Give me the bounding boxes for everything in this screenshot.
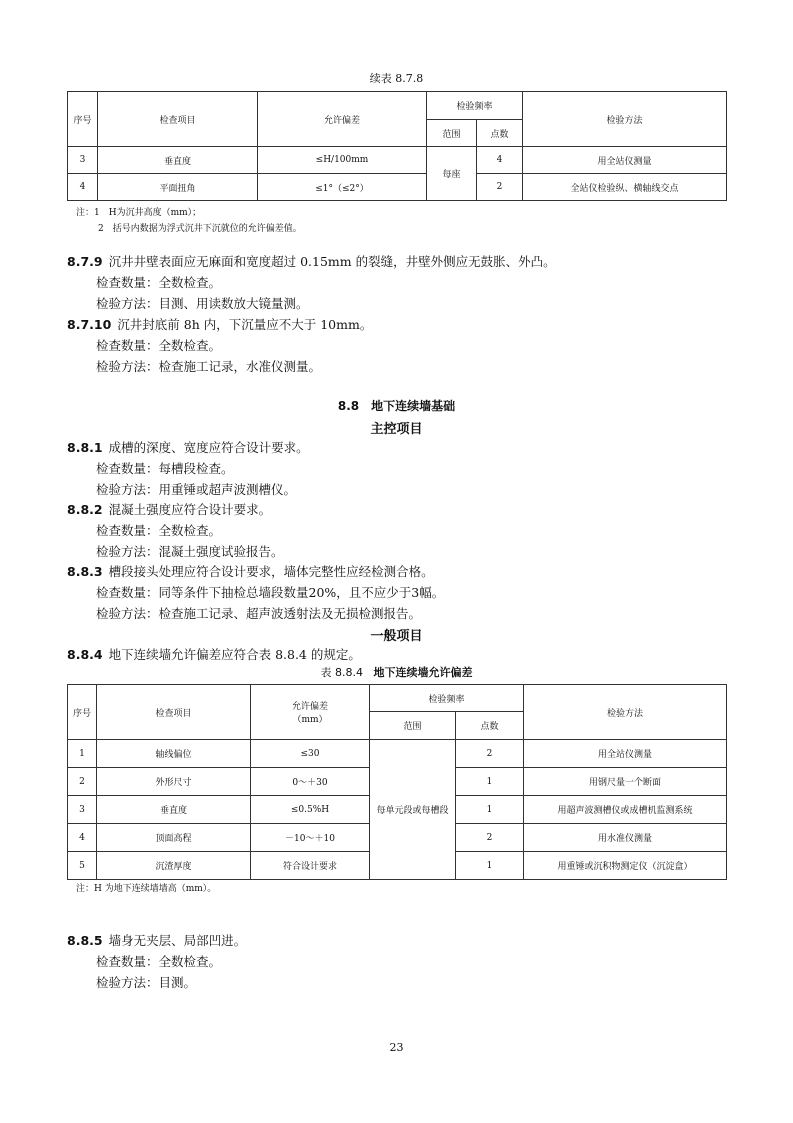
general-items-heading: 一般项目 bbox=[370, 629, 423, 644]
page-number: 23 bbox=[389, 1041, 404, 1054]
main-items-heading: 主控项目 bbox=[370, 422, 423, 437]
cell-method: 用超声波测槽仪或成槽机监测系统 bbox=[524, 796, 727, 824]
cell-points: 1 bbox=[456, 768, 524, 796]
table-8-7-8 bbox=[67, 91, 727, 201]
header-range: 范围 bbox=[370, 712, 456, 740]
cell-tolerance: 0～＋30 bbox=[251, 768, 370, 796]
table-8-8-4 bbox=[67, 684, 727, 880]
clause-text: 槽段接头处理应符合设计要求，墙体完整性应经检测合格。 bbox=[108, 564, 434, 579]
check-method: 检验方法：检查施工记录，水准仪测量。 bbox=[96, 359, 322, 374]
clause-number: 8.8.5 bbox=[67, 933, 103, 948]
cell-seq: 2 bbox=[68, 768, 97, 796]
check-method: 检验方法：检查施工记录、超声波透射法及无损检测报告。 bbox=[96, 606, 422, 621]
cell-method: 用钢尺量一个断面 bbox=[524, 768, 727, 796]
header-tolerance-unit: （mm） bbox=[292, 715, 328, 725]
cell-tolerance: ≤0.5%H bbox=[251, 796, 370, 824]
check-quantity: 检查数量：全数检查。 bbox=[96, 523, 222, 538]
cell-seq: 1 bbox=[68, 740, 97, 768]
cell-method: 用重锤或沉积物测定仪（沉淀盒） bbox=[524, 852, 727, 880]
cell-method: 用全站仪测量 bbox=[524, 740, 727, 768]
check-method: 检验方法：混凝土强度试验报告。 bbox=[96, 544, 284, 559]
table-row bbox=[68, 147, 727, 174]
clause-8-7-9 bbox=[67, 251, 556, 272]
header-method: 检验方法 bbox=[523, 92, 727, 147]
check-quantity: 检查数量：全数检查。 bbox=[96, 275, 222, 290]
clause-text: 地下连续墙允许偏差应符合表 8.8.4 的规定。 bbox=[108, 647, 361, 662]
header-freq: 检验频率 bbox=[370, 685, 524, 712]
cell-method: 用全站仪测量 bbox=[523, 147, 727, 174]
cell-item: 平面扭角 bbox=[98, 174, 258, 201]
header-item: 检查项目 bbox=[98, 92, 258, 147]
cell-range: 每座 bbox=[427, 147, 477, 201]
clause-8-7-10 bbox=[67, 314, 372, 335]
cell-seq: 4 bbox=[68, 824, 97, 852]
cell-tolerance: 符合设计要求 bbox=[251, 852, 370, 880]
cell-seq: 5 bbox=[68, 852, 97, 880]
table2-caption bbox=[0, 664, 793, 680]
cell-points: 2 bbox=[477, 174, 523, 201]
header-seq: 序号 bbox=[68, 685, 97, 740]
clause-8-8-2 bbox=[67, 499, 271, 520]
check-quantity: 检查数量：全数检查。 bbox=[96, 954, 222, 969]
clause-8-8-5 bbox=[67, 930, 246, 951]
clause-number: 8.7.10 bbox=[67, 317, 112, 332]
cell-method: 全站仪检验纵、横轴线交点 bbox=[523, 174, 727, 201]
clause-8-8-3 bbox=[67, 561, 434, 582]
header-tolerance: 允许偏差 bbox=[258, 92, 427, 147]
clause-number: 8.8.2 bbox=[67, 502, 103, 517]
cell-method: 用水准仪测量 bbox=[524, 824, 727, 852]
clause-number: 8.8.4 bbox=[67, 647, 103, 662]
clause-8-8-1 bbox=[67, 437, 309, 458]
header-method: 检验方法 bbox=[524, 685, 727, 740]
header-seq: 序号 bbox=[68, 92, 98, 147]
cell-item: 垂直度 bbox=[98, 147, 258, 174]
header-freq: 检验频率 bbox=[427, 92, 523, 120]
header-range: 范围 bbox=[427, 120, 477, 147]
table1-note-1: 注：1 H为沉井高度（mm）； bbox=[76, 208, 202, 218]
clause-text: 墙身无夹层、局部凹进。 bbox=[108, 933, 247, 948]
table2-caption-title: 地下连续墙允许偏差 bbox=[373, 666, 473, 679]
cell-item: 沉渣厚度 bbox=[97, 852, 251, 880]
check-method: 检验方法：用重锤或超声波测槽仪。 bbox=[96, 482, 297, 497]
check-quantity: 检查数量：全数检查。 bbox=[96, 338, 222, 353]
clause-text: 沉井井壁表面应无麻面和宽度超过 0.15mm 的裂缝，井壁外侧应无鼓胀、外凸。 bbox=[108, 254, 556, 269]
cell-points: 4 bbox=[477, 147, 523, 174]
cell-points: 1 bbox=[456, 852, 524, 880]
cell-seq: 3 bbox=[68, 147, 98, 174]
cell-points: 1 bbox=[456, 796, 524, 824]
table1-note-2: 2 括号内数据为浮式沉井下沉就位的允许偏差值。 bbox=[98, 224, 302, 234]
header-tolerance-label: 允许偏差 bbox=[291, 702, 328, 712]
cell-tolerance: ≤30 bbox=[251, 740, 370, 768]
cell-item: 轴线偏位 bbox=[97, 740, 251, 768]
cell-item: 垂直度 bbox=[97, 796, 251, 824]
clause-8-8-4 bbox=[67, 644, 361, 665]
table2-note: 注：H 为地下连续墙墙高（mm）。 bbox=[76, 884, 217, 894]
clause-text: 沉井封底前 8h 内，下沉量应不大于 10mm。 bbox=[117, 317, 373, 332]
check-method: 检验方法：目测。 bbox=[96, 975, 197, 990]
cell-item: 顶面高程 bbox=[97, 824, 251, 852]
cell-tolerance: －10～＋10 bbox=[251, 824, 370, 852]
cell-range: 每单元段或每槽段 bbox=[370, 740, 456, 880]
cell-tolerance: ≤H/100mm bbox=[258, 147, 427, 174]
cell-seq: 4 bbox=[68, 174, 98, 201]
header-points: 点数 bbox=[477, 120, 523, 147]
cell-points: 2 bbox=[456, 824, 524, 852]
check-quantity: 检查数量：每槽段检查。 bbox=[96, 461, 234, 476]
clause-text: 混凝土强度应符合设计要求。 bbox=[108, 502, 272, 517]
cell-item: 外形尺寸 bbox=[97, 768, 251, 796]
header-item: 检查项目 bbox=[97, 685, 251, 740]
header-tolerance bbox=[251, 685, 370, 740]
section-title: 8.8 地下连续墙基础 bbox=[337, 399, 456, 413]
check-method: 检验方法：目测、用读数放大镜量测。 bbox=[96, 296, 309, 311]
cell-tolerance: ≤1°（≤2°） bbox=[258, 174, 427, 201]
clause-number: 8.8.3 bbox=[67, 564, 103, 579]
cell-seq: 3 bbox=[68, 796, 97, 824]
table1-caption: 续表 8.7.8 bbox=[369, 72, 424, 85]
clause-number: 8.8.1 bbox=[67, 440, 103, 455]
table-row bbox=[68, 174, 727, 201]
header-points: 点数 bbox=[456, 712, 524, 740]
clause-text: 成槽的深度、宽度应符合设计要求。 bbox=[108, 440, 309, 455]
table-row bbox=[68, 740, 727, 768]
clause-number: 8.7.9 bbox=[67, 254, 103, 269]
cell-points: 2 bbox=[456, 740, 524, 768]
table2-caption-number: 表 8.8.4 bbox=[320, 666, 363, 679]
check-quantity: 检查数量：同等条件下抽检总墙段数量20%，且不应少于3幅。 bbox=[96, 585, 445, 600]
